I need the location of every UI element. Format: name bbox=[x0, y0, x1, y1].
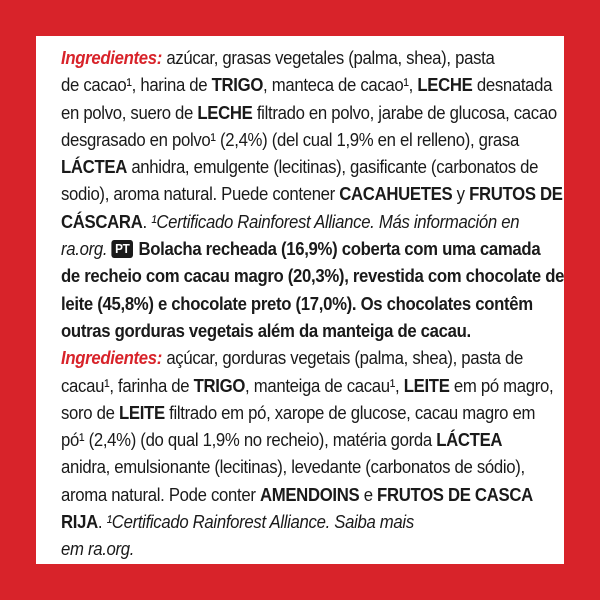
pt-desc-line-4: outras gorduras vegetais além da manteiga de cacau. bbox=[61, 319, 471, 341]
es-certification-note: ¹Certificado Rainforest Alliance. Más información en bbox=[151, 210, 520, 232]
allergen-milk: LÁCTEA bbox=[436, 429, 503, 451]
pt-line-1 bbox=[61, 344, 551, 371]
es-line-3 bbox=[61, 99, 557, 126]
allergen-wheat: TRIGO bbox=[211, 74, 264, 96]
pt-description: Bolacha recheada (16,9%) coberta com uma camada bbox=[138, 238, 541, 260]
pt-text: , manteiga de cacau¹, bbox=[245, 374, 404, 396]
allergen-milk: LECHE bbox=[197, 101, 253, 123]
es-line-5 bbox=[61, 153, 551, 180]
allergen-milk: LECHE bbox=[417, 74, 473, 96]
pt-text: aroma natural. Pode conter bbox=[61, 483, 260, 505]
pt-ingredients-heading: Ingredientes: bbox=[61, 347, 162, 369]
es-text: de cacao¹, harina de bbox=[61, 74, 212, 96]
allergen-nuts: RIJA bbox=[61, 511, 98, 533]
pt-desc-line-3: leite (45,8%) e chocolate preto (17,0%). Os chocolates contêm bbox=[61, 292, 533, 314]
allergen-nuts: FRUTOS DE bbox=[469, 183, 563, 205]
pt-line-7 bbox=[61, 508, 551, 535]
es-line-1 bbox=[61, 44, 551, 71]
allergen-nuts: CÁSCARA bbox=[61, 210, 143, 232]
es-text: desnatada bbox=[472, 74, 553, 96]
es-ra-link-text: ra.org. bbox=[61, 238, 108, 260]
pt-text: soro de bbox=[61, 401, 119, 423]
es-text: sodio), aroma natural. Puede contener bbox=[61, 183, 340, 205]
es-text: y bbox=[452, 183, 470, 205]
allergen-nuts: FRUTOS DE CASCA bbox=[377, 483, 533, 505]
pt-text: pó¹ (2,4%) (do qual 1,9% no recheio), matéria gorda bbox=[61, 429, 437, 451]
pt-language-badge: PT bbox=[112, 240, 134, 258]
ingredients-label bbox=[61, 44, 565, 563]
es-line-6 bbox=[61, 180, 563, 207]
es-ingredients-heading: Ingredientes: bbox=[61, 47, 162, 68]
pt-text: açúcar, gorduras vegetais (palma, shea), pasta de bbox=[161, 347, 523, 369]
es-line-2 bbox=[61, 71, 551, 98]
allergen-milk: LEITE bbox=[118, 401, 165, 423]
pt-text: cacau¹, farinha de bbox=[61, 374, 194, 396]
allergen-wheat: TRIGO bbox=[193, 374, 246, 396]
allergen-milk: LEITE bbox=[403, 374, 450, 396]
es-text: , manteca de cacao¹, bbox=[263, 74, 418, 96]
pt-line-2 bbox=[61, 372, 554, 399]
pt-text: em pó magro, bbox=[449, 374, 554, 396]
allergen-milk: LÁCTEA bbox=[61, 156, 127, 178]
pt-ra-link-text: em ra.org. bbox=[61, 538, 135, 560]
pt-desc-line-2: de recheio com cacau magro (20,3%), revestida com chocolate de bbox=[61, 265, 565, 287]
pt-certification-note: ¹Certificado Rainforest Alliance. Saiba mais bbox=[106, 511, 414, 533]
pt-line-5: anidra, emulsionante (lecitinas), levedante (carbonatos de sódio), bbox=[61, 456, 525, 478]
allergen-peanuts: CACAHUETES bbox=[339, 183, 453, 205]
pt-text: . bbox=[97, 511, 107, 533]
es-line-7 bbox=[61, 208, 551, 235]
es-pt-line-8 bbox=[61, 235, 551, 262]
pt-line-4 bbox=[61, 426, 551, 453]
allergen-peanuts: AMENDOINS bbox=[259, 483, 360, 505]
es-text: en polvo, suero de bbox=[61, 101, 198, 123]
es-line-4 bbox=[61, 126, 551, 153]
pt-line-3 bbox=[61, 399, 551, 426]
es-text: filtrado en polvo, jarabe de glucosa, cacao bbox=[252, 101, 557, 123]
pt-text: filtrado em pó, xarope de glucose, cacau magro em bbox=[164, 401, 536, 423]
es-text: azúcar, grasas vegetales (palma, shea), pasta bbox=[166, 47, 495, 68]
pt-line-6 bbox=[61, 481, 551, 508]
es-text: desgrasado en polvo¹ (2,4%) (del cual 1,9% en el relleno), grasa bbox=[61, 128, 519, 150]
es-text: . bbox=[142, 210, 152, 232]
es-text: anhidra, emulgente (lecitinas), gasificante (carbonatos de bbox=[126, 156, 539, 178]
pt-text: e bbox=[359, 483, 378, 505]
